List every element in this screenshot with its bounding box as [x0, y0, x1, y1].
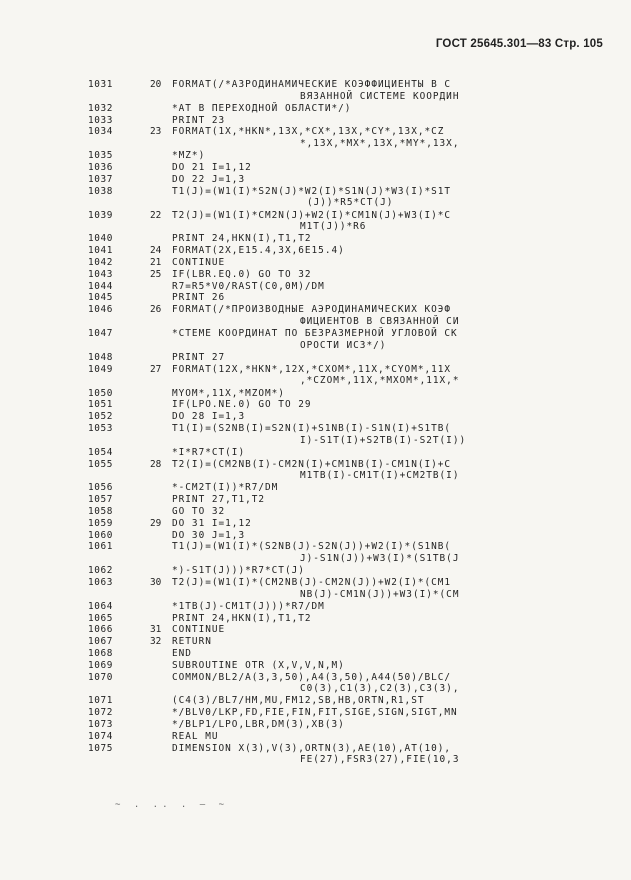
code-line [0, 104, 631, 115]
code-text: T1(J)=(W1(I)*(S2NB(J)-S2N(J))+W2(I)*(S1NB( [172, 541, 452, 553]
code-text: T2(I)=(CM2NB(I)-CM2N(I)+CM1NB(I)-CM1N(I)+C [172, 458, 452, 470]
code-text: (C4(3)/BL7/HM,MU,FM12,SB,HB,ORTN,R1,ST [172, 695, 425, 707]
statement-label: 31 [150, 624, 162, 636]
code-text: T1(I)=(S2NB(I)=S2N(I)+S1NB(I)-S1N(I)+S1TB( [172, 422, 452, 434]
line-number: 1038 [88, 185, 113, 197]
line-number: 1034 [88, 126, 113, 138]
code-text: C0(3),C1(3),C2(3),C3(3), [300, 683, 460, 695]
statement-label: 20 [150, 79, 162, 90]
code-line [0, 684, 631, 695]
code-line [0, 696, 631, 707]
code-listing [0, 80, 631, 767]
line-number: 1032 [88, 102, 113, 114]
code-line [0, 531, 631, 542]
code-text: IF(LBR.EQ.0) GO TO 32 [172, 268, 312, 280]
code-line [0, 625, 631, 636]
line-number: 1053 [88, 422, 113, 434]
code-text: FORMAT(/*ПРОИЗВОДНЫЕ АЭРОДИНАМИЧЕСКИХ КОЭФ [172, 304, 452, 316]
line-number: 1073 [88, 718, 113, 730]
code-text: *АТ В ПЕРЕХОДНОЙ ОБЛАСТИ*/) [172, 102, 352, 114]
code-text: PRINT 26 [172, 292, 226, 304]
code-line [0, 602, 631, 613]
code-text: DO 21 I=1,12 [172, 162, 252, 174]
code-text: CONTINUE [172, 624, 226, 636]
code-text: NB(J)-CM1N(J))+W3(I)*(CM [300, 588, 460, 600]
code-line [0, 614, 631, 625]
statement-label: 32 [150, 636, 162, 648]
code-line [0, 471, 631, 482]
line-number: 1072 [88, 707, 113, 719]
code-line [0, 270, 631, 281]
code-text: ФИЦИЕНТОВ В СВЯЗАННОЙ СИ [300, 315, 460, 327]
code-line [0, 637, 631, 648]
line-number: 1037 [88, 173, 113, 185]
line-number: 1074 [88, 730, 113, 742]
code-line [0, 566, 631, 577]
code-text: DO 30 J=1,3 [172, 529, 246, 541]
line-number: 1054 [88, 446, 113, 458]
code-text: (J))*R5*CT(J) [307, 197, 394, 209]
code-line [0, 554, 631, 565]
line-number: 1045 [88, 292, 113, 304]
code-text: GO TO 32 [172, 505, 226, 517]
code-line [0, 353, 631, 364]
line-number: 1051 [88, 399, 113, 411]
code-text: REAL MU [172, 730, 219, 742]
code-line [0, 376, 631, 387]
code-text: COMMON/BL2/A(3,3,50),A4(3,50),A44(50)/BLC/ [172, 671, 452, 683]
line-number: 1036 [88, 162, 113, 174]
code-text: R7=R5*V0/RAST(C0,0M)/DM [172, 280, 325, 292]
code-text: MYOM*,11X,*MZOM*) [172, 387, 285, 399]
code-text: FE(27),FSR3(27),FIE(10,3 [300, 754, 460, 766]
code-line [0, 365, 631, 376]
code-line [0, 661, 631, 672]
line-number: 1060 [88, 529, 113, 541]
code-line [0, 732, 631, 743]
code-text: *,13X,*MX*,13X,*MY*,13X, [300, 138, 460, 150]
line-number: 1063 [88, 576, 113, 588]
code-text: ,*CZOM*,11X,*MXOM*,11X,* [300, 375, 460, 387]
code-line [0, 329, 631, 340]
line-number: 1041 [88, 245, 113, 257]
line-number: 1067 [88, 636, 113, 648]
line-number: 1046 [88, 304, 113, 316]
code-line [0, 436, 631, 447]
code-line [0, 293, 631, 304]
code-text: IF(LPO.NE.0) GO TO 29 [172, 399, 312, 411]
code-text: DIMENSION X(3),V(3),ORTN(3),AE(10),AT(10), [172, 742, 452, 754]
code-line [0, 175, 631, 186]
code-line [0, 673, 631, 684]
line-number: 1052 [88, 411, 113, 423]
code-line [0, 542, 631, 553]
code-text: PRINT 24,HKN(I),T1,T2 [172, 233, 312, 245]
line-number: 1061 [88, 541, 113, 553]
scan-artifacts: ~ . .. . — ~ [115, 800, 229, 810]
code-text: RETURN [172, 636, 212, 648]
line-number: 1042 [88, 256, 113, 268]
code-line [0, 755, 631, 766]
line-number: 1056 [88, 482, 113, 494]
code-text: SUBROUTINE OTR (X,V,V,N,M) [172, 659, 345, 671]
code-line [0, 317, 631, 328]
code-line [0, 389, 631, 400]
code-line [0, 127, 631, 138]
code-line [0, 211, 631, 222]
code-text: DO 22 J=1,3 [172, 173, 246, 185]
code-line [0, 92, 631, 103]
line-number: 1057 [88, 494, 113, 506]
code-line [0, 222, 631, 233]
code-text: *СТЕМЕ КООРДИНАТ ПО БЕЗРАЗМЕРНОЙ УГЛОВОЙ СК [172, 327, 458, 339]
code-line [0, 80, 631, 91]
statement-label: 28 [150, 458, 162, 470]
line-number: 1068 [88, 647, 113, 659]
statement-label: 26 [150, 304, 162, 316]
code-line [0, 483, 631, 494]
code-text: DO 31 I=1,12 [172, 517, 252, 529]
code-line [0, 246, 631, 257]
code-line [0, 448, 631, 459]
code-text: PRINT 27,T1,T2 [172, 494, 266, 506]
page-header: ГОСТ 25645.301—83 Стр. 105 [435, 38, 603, 50]
code-line [0, 163, 631, 174]
line-number: 1058 [88, 505, 113, 517]
code-text: PRINT 24,HKN(I),T1,T2 [172, 612, 312, 624]
code-line [0, 116, 631, 127]
code-text: T2(J)=(W1(I)*CM2N(J)+W2(I)*CM1N(J)+W3(I)*C [172, 209, 452, 221]
statement-label: 22 [150, 209, 162, 221]
line-number: 1065 [88, 612, 113, 624]
code-line [0, 590, 631, 601]
line-number: 1039 [88, 209, 113, 221]
line-number: 1040 [88, 233, 113, 245]
code-text: T2(J)=(W1(I)*(CM2NB(J)-CM2N(J))+W2(I)*(CM1 [172, 576, 452, 588]
code-line [0, 507, 631, 518]
code-line [0, 424, 631, 435]
line-number: 1035 [88, 150, 113, 162]
line-number: 1055 [88, 458, 113, 470]
code-line [0, 198, 631, 209]
code-line [0, 305, 631, 316]
line-number: 1075 [88, 742, 113, 754]
code-text: *I*R7*CT(I) [172, 446, 246, 458]
statement-label: 29 [150, 517, 162, 529]
code-text: *)-S1T(J)))*R7*CT(J) [172, 565, 305, 577]
statement-label: 30 [150, 576, 162, 588]
line-number: 1064 [88, 600, 113, 612]
code-text: FORMAT(12X,*HKN*,12X,*CXOM*,11X,*CYOM*,11X [172, 363, 452, 375]
code-text: FORMAT(2X,E15.4,3X,6E15.4) [172, 245, 345, 257]
line-number: 1050 [88, 387, 113, 399]
line-number: 1043 [88, 268, 113, 280]
code-text: FORMAT(/*АЗРОДИНАМИЧЕСКИЕ КОЭФФИЦИЕНТЫ В С [172, 79, 452, 90]
code-line [0, 460, 631, 471]
line-number: 1049 [88, 363, 113, 375]
code-text: PRINT 23 [172, 114, 226, 126]
code-line [0, 187, 631, 198]
code-line [0, 282, 631, 293]
statement-label: 25 [150, 268, 162, 280]
code-line [0, 578, 631, 589]
code-line [0, 341, 631, 352]
code-text: M1T(J))*R6 [300, 221, 367, 233]
line-number: 1069 [88, 659, 113, 671]
code-text: M1TB(I)-CM1T(I)+CM2TB(I) [300, 470, 460, 482]
line-number: 1048 [88, 351, 113, 363]
code-line [0, 258, 631, 269]
code-line [0, 139, 631, 150]
code-text: T1(J)=(W1(I)*S2N(J)*W2(I)*S1N(J)*W3(I)*S1T [172, 185, 452, 197]
code-text: *-CM2T(I))*R7/DM [172, 482, 279, 494]
line-number: 1071 [88, 695, 113, 707]
code-text: ОРОСТИ ИСЗ*/) [300, 339, 387, 351]
code-text: */BLP1/LPO,LBR,DM(3),XB(3) [172, 718, 345, 730]
statement-label: 21 [150, 256, 162, 268]
code-text: FORMAT(1X,*HKN*,13X,*CX*,13X,*CY*,13X,*CZ [172, 126, 445, 138]
statement-label: 23 [150, 126, 162, 138]
code-text: ВЯЗАННОЙ СИСТЕМЕ КООРДИН [300, 90, 460, 102]
code-line [0, 708, 631, 719]
code-line [0, 744, 631, 755]
code-line [0, 649, 631, 660]
statement-label: 27 [150, 363, 162, 375]
code-line [0, 412, 631, 423]
code-line [0, 400, 631, 411]
line-number: 1070 [88, 671, 113, 683]
line-number: 1059 [88, 517, 113, 529]
code-text: DO 28 I=1,3 [172, 411, 246, 423]
line-number: 1031 [88, 79, 113, 90]
code-text: CONTINUE [172, 256, 226, 268]
code-text: *MZ*) [172, 150, 206, 162]
line-number: 1033 [88, 114, 113, 126]
code-line [0, 234, 631, 245]
line-number: 1066 [88, 624, 113, 636]
code-line [0, 151, 631, 162]
line-number: 1062 [88, 565, 113, 577]
code-text: *1TB(J)-CM1T(J)))*R7/DM [172, 600, 325, 612]
statement-label: 24 [150, 245, 162, 257]
code-text: END [172, 647, 192, 659]
code-text: PRINT 27 [172, 351, 226, 363]
code-line [0, 720, 631, 731]
code-line [0, 495, 631, 506]
code-text: I)-S1T(I)+S2TB(I)-S2T(I)) [300, 434, 467, 446]
line-number: 1047 [88, 327, 113, 339]
code-text: J)-S1N(J))+W3(I)*(S1TB(J [300, 553, 460, 565]
code-line [0, 519, 631, 530]
code-text: */BLV0/LKP,FD,FIE,FIN,FIT,SIGE,SIGN,SIGT,MN [172, 707, 458, 719]
line-number: 1044 [88, 280, 113, 292]
